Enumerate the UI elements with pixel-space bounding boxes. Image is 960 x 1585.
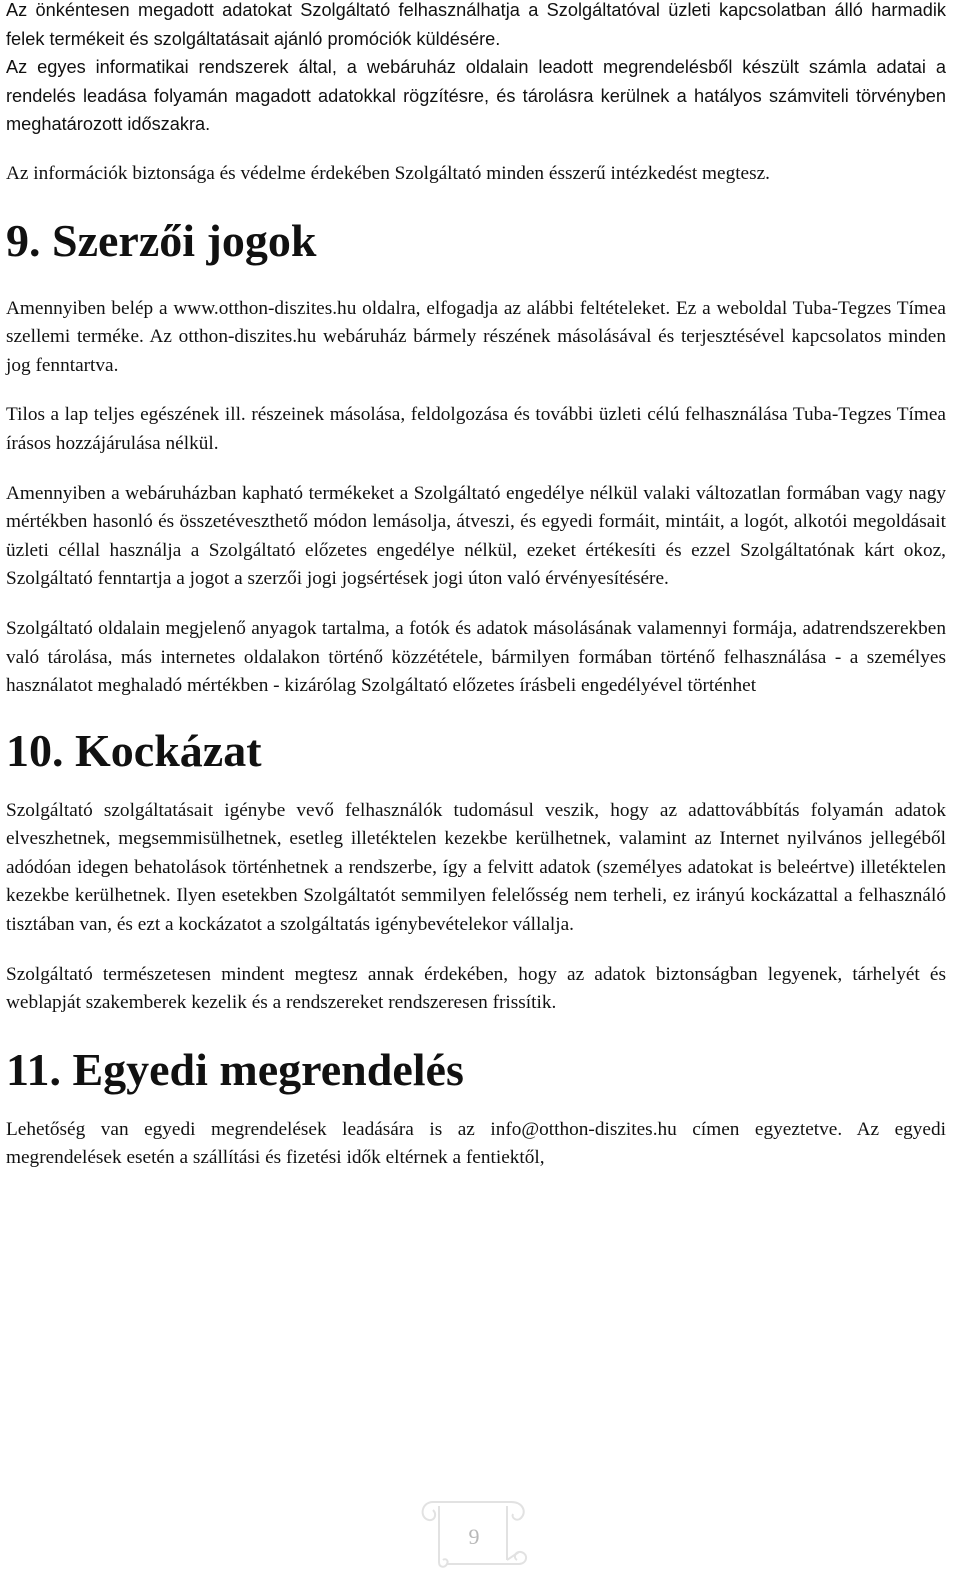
section-10-heading: 10. Kockázat [6,724,262,776]
document-page [6,0,946,1173]
section-9-paragraph-4: Szolgáltató oldalain megjelenő anyagok tartalma, a fotók és adatok másolásának valamennyi formája, adatrendszerekben való tárolása, más internetes oldalakon történő közzététele, bármilyen formában történő felhasználása - a személyes használatot meghaladó mértékben - kizárólag Szolgáltató előzetes írásbeli engedélyével történhet [6,617,946,697]
section-10-paragraph-2: Szolgáltató természetesen mindent megtesz annak érdekében, hogy az adatok biztonságban legyenek, tárhelyét és weblapját szakemberek kezelik és a rendszereket rendszeresen frissítik. [6,963,946,1014]
section-9-heading: 9. Szerzői jogok [6,214,317,266]
section-10-paragraph-1: Szolgáltató szolgáltatásait igénybe vevő felhasználók tudomásul veszik, hogy az adattovábbítás folyamán adatok elveszhetnek, megsemmisülhetnek, esetleg illetéktelen kezekbe kerülhetnek, valamint az Internet nyilvános jellegéből adódóan idegen behatolások történhetnek a rendszerbe, így a felvitt adatok (személyes adatokat is beleértve) illetéktelen kezekbe kerülhetnek. Ilyen esetekben Szolgáltatót semmilyen felelősség nem terheli, ez irányú kockázattal a felhasználó tisztában van, és ezt a kockázatot a szolgáltatás igénybevételekor vállalja. [6,799,946,936]
section-9-paragraph-2: Tilos a lap teljes egészének ill. részeinek másolása, feldolgozása és további üzleti célú felhasználása Tuba-Tegzes Tímea írásos hozzájárulása nélkül. [6,404,946,454]
page-footer [415,1488,533,1570]
page-number: 9 [468,1524,480,1549]
intro-paragraph-3: Az információk biztonsága és védelme érdekében Szolgáltató minden ésszerű intézkedést megtesz. [6,162,771,184]
section-9-paragraph-3: Amennyiben a webáruházban kapható termékeket a Szolgáltató engedélye nélkül valaki változatlan formában vagy nagy mértékben hasonló és összetéveszthető módon lemásolja, átveszi, és egyedi formáit, mintáit, a logót, alkotói megoldásait üzleti céllal használja a Szolgáltató előzetes engedélye nélkül, ezeket értékesíti és ezzel Szolgáltatónak kárt okoz, Szolgáltató fenntartja a jogot a szerzői jogi jogsértések jogi úton való érvényesítésére. [6,482,946,590]
intro-paragraph-1: Az önkéntesen megadott adatokat Szolgáltató felhasználhatja a Szolgáltatóval üzleti kapcsolatban álló harmadik felek termékeit és szolgáltatásait ajánló promóciók küldésére. [6,0,946,49]
intro-paragraph-2: Az egyes informatikai rendszerek által, a webáruház oldalain leadott megrendelésből készült számla adatai a rendelés leadása folyamán magadott adatokkal rögzítésre, és tárolásra kerülnek a hatályos számviteli törvényben meghatározott időszakra. [6,57,946,135]
section-9-paragraph-1: Amennyiben belép a www.otthon-diszites.hu oldalra, elfogadja az alábbi feltételeket. Ez a weboldal Tuba-Tegzes Tímea szellemi terméke. Az otthon-diszites.hu webáruház bármely részének másolásával és terjesztésével kapcsolatos minden jog fenntartva. [6,297,946,376]
section-11-heading: 11. Egyedi megrendelés [6,1043,464,1095]
section-11-paragraph-1: Lehetőség van egyedi megrendelések leadására is az info@otthon-diszites.hu címen egyeztetve. Az egyedi megrendelések esetén a szállítási és fizetési idők eltérnek a fentiektől, [6,1118,946,1169]
